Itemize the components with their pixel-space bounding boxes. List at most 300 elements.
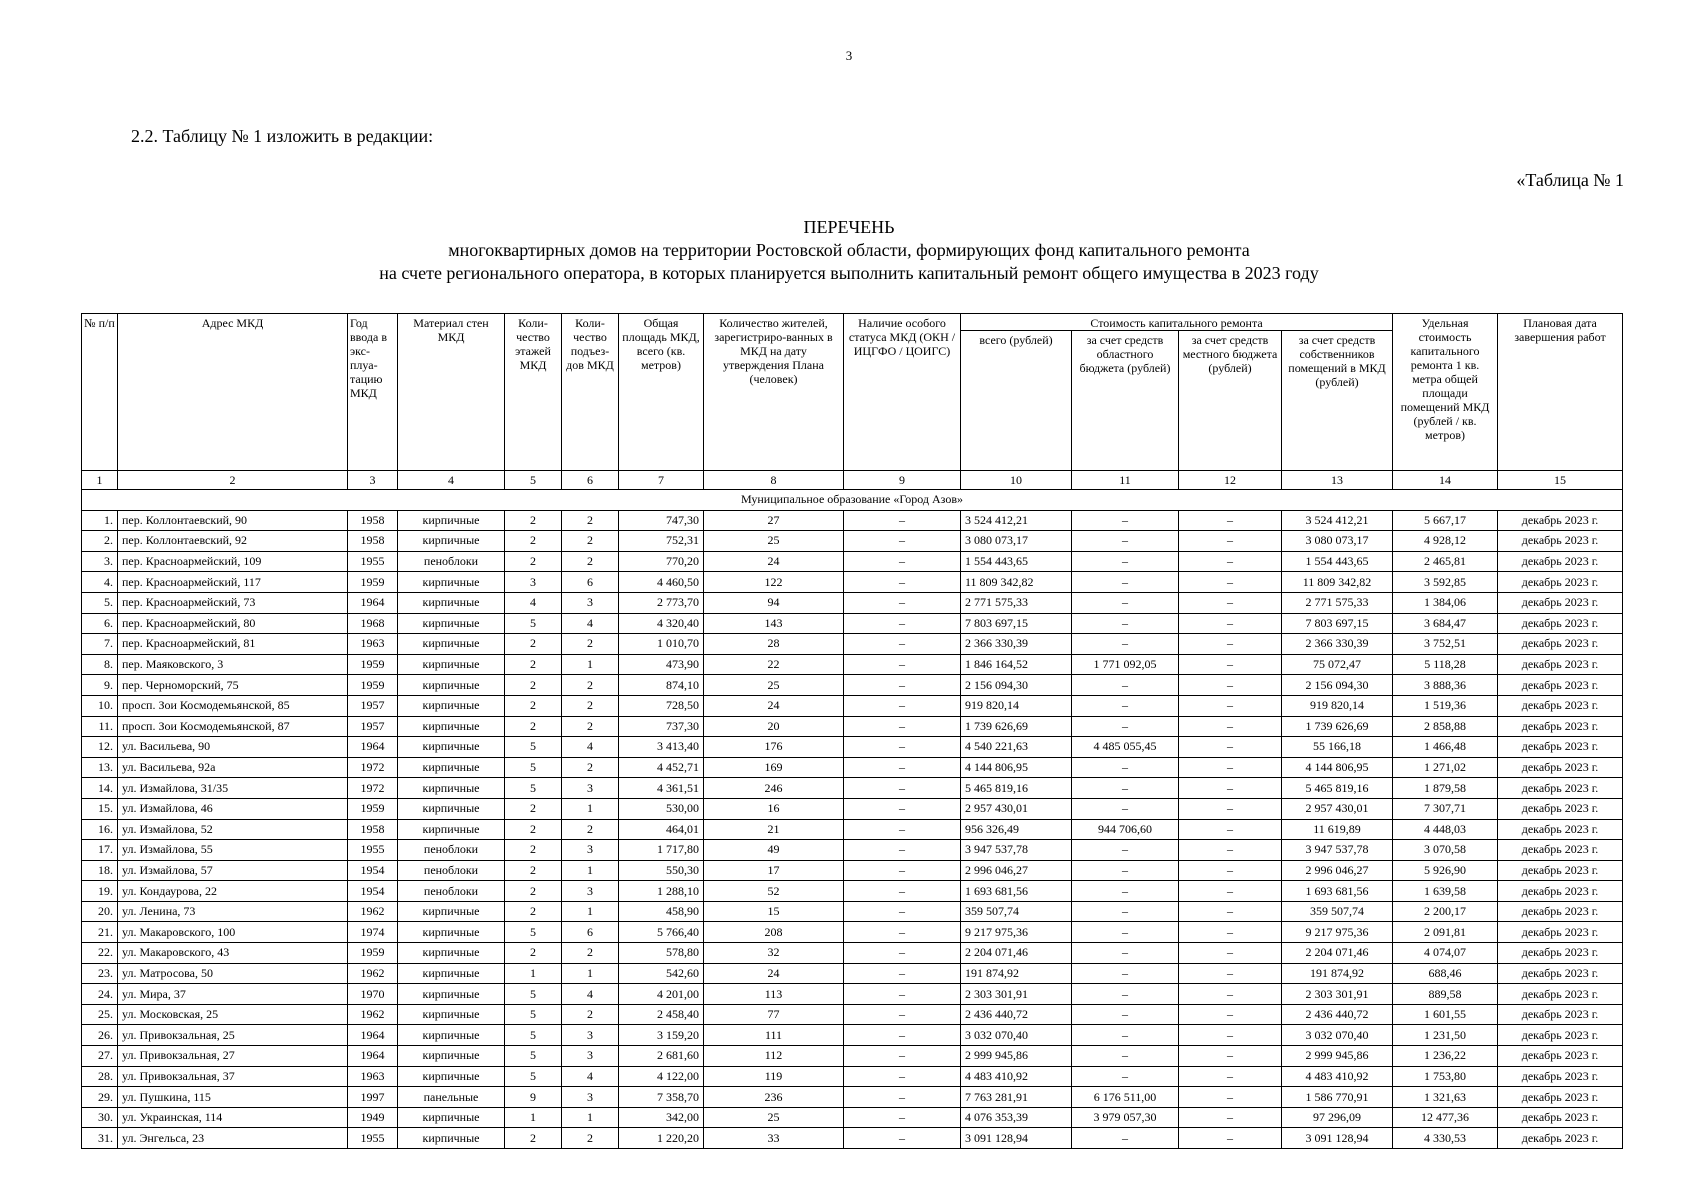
table-row [82,1046,1623,1067]
cell-unit-cost: 1 384,06 [1393,592,1498,613]
cell-cost-owners: 2 156 094,30 [1282,675,1393,696]
cell-year: 1959 [348,654,398,675]
cell-cost-region: 3 979 057,30 [1072,1107,1179,1128]
cell-address: ул. Измайлова, 31/35 [118,778,348,799]
cell-cost-region: – [1072,778,1179,799]
cell-address: просп. Зои Космодемьянской, 85 [118,695,348,716]
cell-area: 4 201,00 [619,984,704,1005]
table-row [82,613,1623,634]
header-cost-group: Стоимость капитального ремонта [961,314,1393,331]
cell-cost-owners: 2 996 046,27 [1282,860,1393,881]
column-number: 9 [844,471,961,490]
cell-floors: 5 [505,757,562,778]
cell-cost-region: – [1072,675,1179,696]
cell-cost-total: 2 436 440,72 [961,1004,1072,1025]
cell-residents: 52 [704,881,844,902]
cell-floors: 5 [505,1066,562,1087]
cell-date: декабрь 2023 г. [1498,1066,1623,1087]
header-cost-owners: за счет средств собственников помещений в МКД (рублей) [1282,331,1393,471]
cell-residents: 25 [704,1107,844,1128]
cell-num: 9. [82,675,118,696]
cell-cost-region: – [1072,1025,1179,1046]
cell-address: просп. Зои Космодемьянской, 87 [118,716,348,737]
cell-material: пеноблоки [398,840,505,861]
cell-status: – [844,757,961,778]
cell-entrances: 4 [562,984,619,1005]
cell-area: 1 717,80 [619,840,704,861]
cell-unit-cost: 12 477,36 [1393,1107,1498,1128]
cell-entrances: 4 [562,613,619,634]
cell-address: ул. Украинская, 114 [118,1107,348,1128]
cell-residents: 24 [704,963,844,984]
cell-num: 4. [82,572,118,593]
cell-status: – [844,1025,961,1046]
cell-cost-total: 7 803 697,15 [961,613,1072,634]
cell-address: пер. Красноармейский, 109 [118,551,348,572]
cell-material: пеноблоки [398,860,505,881]
cell-area: 1 288,10 [619,881,704,902]
cell-residents: 208 [704,922,844,943]
column-number: 12 [1179,471,1282,490]
cell-cost-owners: 3 947 537,78 [1282,840,1393,861]
cell-date: декабрь 2023 г. [1498,860,1623,881]
cell-status: – [844,778,961,799]
cell-address: ул. Измайлова, 57 [118,860,348,881]
cell-material: кирпичные [398,531,505,552]
cell-cost-owners: 3 032 070,40 [1282,1025,1393,1046]
cell-cost-region: – [1072,963,1179,984]
cell-entrances: 2 [562,1128,619,1149]
cell-entrances: 2 [562,943,619,964]
table-row [82,1004,1623,1025]
cell-cost-total: 4 540 221,63 [961,737,1072,758]
cell-material: кирпичные [398,510,505,531]
cell-entrances: 3 [562,1046,619,1067]
cell-cost-total: 2 303 301,91 [961,984,1072,1005]
cell-entrances: 1 [562,901,619,922]
cell-address: пер. Черноморский, 75 [118,675,348,696]
cell-status: – [844,1066,961,1087]
header-cost-local: за счет средств местного бюджета (рублей) [1179,331,1282,471]
cell-cost-local: – [1179,984,1282,1005]
cell-unit-cost: 1 271,02 [1393,757,1498,778]
cell-area: 3 413,40 [619,737,704,758]
table-row [82,922,1623,943]
cell-cost-owners: 3 080 073,17 [1282,531,1393,552]
header-cost-region: за счет средств областного бюджета (рублей) [1072,331,1179,471]
cell-status: – [844,592,961,613]
cell-address: ул. Пушкина, 115 [118,1087,348,1108]
table-body [82,490,1623,1149]
cell-cost-local: – [1179,613,1282,634]
cell-area: 458,90 [619,901,704,922]
column-number: 4 [398,471,505,490]
cell-date: декабрь 2023 г. [1498,1087,1623,1108]
cell-material: кирпичные [398,1046,505,1067]
title-line-3: на счете регионального оператора, в которых планируется выполнить капитальный ремонт общего имущества в 2023 году [379,263,1319,283]
cell-residents: 143 [704,613,844,634]
cell-material: кирпичные [398,757,505,778]
cell-area: 464,01 [619,819,704,840]
cell-cost-local: – [1179,798,1282,819]
cell-residents: 111 [704,1025,844,1046]
cell-material: кирпичные [398,963,505,984]
table-row [82,901,1623,922]
cell-year: 1964 [348,1046,398,1067]
table-header [82,314,1623,490]
cell-status: – [844,922,961,943]
cell-cost-region: – [1072,551,1179,572]
cell-cost-total: 2 366 330,39 [961,634,1072,655]
cell-floors: 2 [505,634,562,655]
cell-entrances: 3 [562,1087,619,1108]
cell-residents: 122 [704,572,844,593]
cell-date: декабрь 2023 г. [1498,963,1623,984]
cell-cost-region: – [1072,1004,1179,1025]
cell-year: 1964 [348,592,398,613]
cell-cost-region: – [1072,860,1179,881]
cell-residents: 28 [704,634,844,655]
cell-material: пеноблоки [398,881,505,902]
cell-residents: 176 [704,737,844,758]
cell-material: кирпичные [398,572,505,593]
cell-status: – [844,984,961,1005]
cell-residents: 119 [704,1066,844,1087]
cell-address: ул. Энгельса, 23 [118,1128,348,1149]
cell-cost-total: 359 507,74 [961,901,1072,922]
cell-cost-owners: 1 586 770,91 [1282,1087,1393,1108]
cell-num: 13. [82,757,118,778]
cell-cost-local: – [1179,1066,1282,1087]
cell-unit-cost: 2 465,81 [1393,551,1498,572]
cell-cost-region: – [1072,572,1179,593]
cell-cost-local: – [1179,963,1282,984]
cell-year: 1959 [348,943,398,964]
cell-status: – [844,572,961,593]
cell-cost-local: – [1179,1087,1282,1108]
cell-material: кирпичные [398,1128,505,1149]
cell-num: 17. [82,840,118,861]
cell-unit-cost: 4 448,03 [1393,819,1498,840]
cell-year: 1968 [348,613,398,634]
cell-residents: 24 [704,551,844,572]
column-number: 15 [1498,471,1623,490]
cell-status: – [844,840,961,861]
cell-cost-owners: 97 296,09 [1282,1107,1393,1128]
cell-floors: 5 [505,778,562,799]
cell-num: 22. [82,943,118,964]
cell-status: – [844,737,961,758]
column-number: 7 [619,471,704,490]
cell-cost-owners: 4 483 410,92 [1282,1066,1393,1087]
cell-year: 1972 [348,757,398,778]
cell-unit-cost: 7 307,71 [1393,798,1498,819]
cell-area: 770,20 [619,551,704,572]
cell-floors: 5 [505,984,562,1005]
cell-area: 4 320,40 [619,613,704,634]
cell-status: – [844,1128,961,1149]
title-line-1: ПЕРЕЧЕНЬ [803,217,895,237]
section-title: Муниципальное образование «Город Азов» [82,490,1623,511]
cell-cost-owners: 359 507,74 [1282,901,1393,922]
cell-cost-region: – [1072,531,1179,552]
cell-date: декабрь 2023 г. [1498,737,1623,758]
cell-entrances: 1 [562,798,619,819]
cell-floors: 4 [505,592,562,613]
cell-area: 5 766,40 [619,922,704,943]
table-row [82,716,1623,737]
cell-cost-region: – [1072,798,1179,819]
cell-cost-local: – [1179,675,1282,696]
cell-status: – [844,1087,961,1108]
column-number: 6 [562,471,619,490]
cell-floors: 2 [505,881,562,902]
cell-cost-owners: 9 217 975,36 [1282,922,1393,943]
cell-date: декабрь 2023 г. [1498,675,1623,696]
cell-entrances: 1 [562,860,619,881]
cell-status: – [844,1107,961,1128]
cell-material: кирпичные [398,984,505,1005]
cell-address: ул. Макаровского, 100 [118,922,348,943]
cell-status: – [844,819,961,840]
cell-cost-local: – [1179,1004,1282,1025]
cell-status: – [844,798,961,819]
cell-cost-owners: 2 436 440,72 [1282,1004,1393,1025]
table-row [82,860,1623,881]
cell-entrances: 2 [562,531,619,552]
cell-area: 550,30 [619,860,704,881]
cell-year: 1962 [348,963,398,984]
cell-num: 24. [82,984,118,1005]
cell-floors: 5 [505,1046,562,1067]
cell-floors: 9 [505,1087,562,1108]
cell-floors: 2 [505,716,562,737]
cell-area: 3 159,20 [619,1025,704,1046]
cell-cost-total: 4 483 410,92 [961,1066,1072,1087]
cell-cost-total: 2 204 071,46 [961,943,1072,964]
table-row [82,572,1623,593]
cell-year: 1958 [348,531,398,552]
table-label: «Таблица № 1 [1516,170,1624,190]
header-cost-total: всего (рублей) [961,331,1072,471]
cell-floors: 1 [505,1107,562,1128]
cell-cost-owners: 919 820,14 [1282,695,1393,716]
cell-date: декабрь 2023 г. [1498,1107,1623,1128]
cell-num: 16. [82,819,118,840]
table-row [82,695,1623,716]
cell-cost-region: – [1072,1066,1179,1087]
column-number: 2 [118,471,348,490]
cell-cost-region: – [1072,1046,1179,1067]
cell-entrances: 2 [562,510,619,531]
cell-date: декабрь 2023 г. [1498,551,1623,572]
cell-cost-local: – [1179,943,1282,964]
cell-cost-local: – [1179,572,1282,593]
cell-num: 12. [82,737,118,758]
cell-year: 1957 [348,695,398,716]
cell-date: декабрь 2023 г. [1498,922,1623,943]
cell-entrances: 2 [562,819,619,840]
cell-year: 1963 [348,634,398,655]
cell-area: 473,90 [619,654,704,675]
cell-date: декабрь 2023 г. [1498,778,1623,799]
cell-unit-cost: 3 070,58 [1393,840,1498,861]
cell-entrances: 3 [562,778,619,799]
cell-unit-cost: 1 879,58 [1393,778,1498,799]
cell-cost-region: – [1072,901,1179,922]
cell-date: декабрь 2023 г. [1498,840,1623,861]
header-area: Общая площадь МКД, всего (кв. метров) [619,314,704,471]
cell-cost-total: 2 156 094,30 [961,675,1072,696]
cell-area: 4 122,00 [619,1066,704,1087]
cell-address: ул. Мира, 37 [118,984,348,1005]
cell-residents: 22 [704,654,844,675]
cell-date: декабрь 2023 г. [1498,592,1623,613]
header-unit-cost: Удельная стоимость капитального ремонта 1 кв. метра общей площади помещений МКД (рублей / кв. метров) [1393,314,1498,471]
cell-status: – [844,901,961,922]
header-material: Материал стен МКД [398,314,505,471]
cell-area: 2 681,60 [619,1046,704,1067]
cell-cost-owners: 2 366 330,39 [1282,634,1393,655]
cell-cost-local: – [1179,1025,1282,1046]
cell-residents: 15 [704,901,844,922]
cell-material: кирпичные [398,716,505,737]
cell-year: 1958 [348,510,398,531]
cell-date: декабрь 2023 г. [1498,613,1623,634]
cell-entrances: 2 [562,716,619,737]
cell-cost-local: – [1179,819,1282,840]
cell-year: 1954 [348,860,398,881]
cell-material: кирпичные [398,1025,505,1046]
cell-cost-local: – [1179,778,1282,799]
cell-area: 4 460,50 [619,572,704,593]
cell-cost-local: – [1179,757,1282,778]
cell-entrances: 2 [562,695,619,716]
cell-area: 7 358,70 [619,1087,704,1108]
cell-floors: 2 [505,819,562,840]
cell-material: кирпичные [398,943,505,964]
cell-unit-cost: 3 888,36 [1393,675,1498,696]
table-row [82,1128,1623,1149]
cell-entrances: 2 [562,757,619,778]
cell-cost-region: – [1072,757,1179,778]
cell-residents: 24 [704,695,844,716]
cell-status: – [844,510,961,531]
cell-material: кирпичные [398,613,505,634]
cell-status: – [844,716,961,737]
cell-unit-cost: 2 858,88 [1393,716,1498,737]
cell-cost-local: – [1179,860,1282,881]
cell-year: 1962 [348,901,398,922]
cell-cost-local: – [1179,695,1282,716]
cell-cost-region: – [1072,984,1179,1005]
cell-num: 30. [82,1107,118,1128]
cell-status: – [844,695,961,716]
cell-entrances: 1 [562,1107,619,1128]
cell-area: 2 773,70 [619,592,704,613]
cell-unit-cost: 5 667,17 [1393,510,1498,531]
cell-cost-local: – [1179,551,1282,572]
cell-status: – [844,1004,961,1025]
cell-status: – [844,860,961,881]
cell-entrances: 6 [562,922,619,943]
cell-num: 1. [82,510,118,531]
cell-cost-total: 2 957 430,01 [961,798,1072,819]
cell-cost-region: – [1072,881,1179,902]
cell-floors: 2 [505,695,562,716]
table-row [82,819,1623,840]
cell-residents: 20 [704,716,844,737]
cell-date: декабрь 2023 г. [1498,654,1623,675]
cell-cost-local: – [1179,716,1282,737]
cell-cost-owners: 1 554 443,65 [1282,551,1393,572]
cell-date: декабрь 2023 г. [1498,572,1623,593]
cell-address: пер. Красноармейский, 80 [118,613,348,634]
cell-address: пер. Коллонтаевский, 92 [118,531,348,552]
cell-num: 31. [82,1128,118,1149]
cell-material: кирпичные [398,778,505,799]
cell-floors: 2 [505,551,562,572]
cell-entrances: 3 [562,881,619,902]
cell-cost-region: 6 176 511,00 [1072,1087,1179,1108]
column-number: 8 [704,471,844,490]
cell-cost-local: – [1179,634,1282,655]
cell-num: 25. [82,1004,118,1025]
cell-residents: 27 [704,510,844,531]
cell-cost-owners: 4 144 806,95 [1282,757,1393,778]
cell-cost-total: 1 739 626,69 [961,716,1072,737]
cell-date: декабрь 2023 г. [1498,634,1623,655]
table-row [82,1107,1623,1128]
table-row [82,510,1623,531]
cell-unit-cost: 688,46 [1393,963,1498,984]
cell-cost-total: 956 326,49 [961,819,1072,840]
cell-num: 10. [82,695,118,716]
cell-floors: 5 [505,737,562,758]
page-number: 3 [845,48,853,63]
cell-cost-total: 3 080 073,17 [961,531,1072,552]
table-row [82,840,1623,861]
cell-cost-owners: 2 303 301,91 [1282,984,1393,1005]
table-row [82,757,1623,778]
cell-address: пер. Красноармейский, 81 [118,634,348,655]
cell-area: 342,00 [619,1107,704,1128]
cell-material: кирпичные [398,695,505,716]
cell-residents: 77 [704,1004,844,1025]
cell-entrances: 4 [562,1066,619,1087]
cell-entrances: 1 [562,654,619,675]
cell-cost-total: 2 771 575,33 [961,592,1072,613]
cell-date: декабрь 2023 г. [1498,757,1623,778]
table-row [82,943,1623,964]
cell-floors: 2 [505,860,562,881]
cell-address: пер. Маяковского, 3 [118,654,348,675]
cell-unit-cost: 3 592,85 [1393,572,1498,593]
cell-date: декабрь 2023 г. [1498,531,1623,552]
cell-address: ул. Макаровского, 43 [118,943,348,964]
table-row [82,984,1623,1005]
cell-floors: 2 [505,531,562,552]
cell-year: 1954 [348,881,398,902]
cell-address: ул. Измайлова, 52 [118,819,348,840]
cell-address: ул. Васильева, 92а [118,757,348,778]
cell-floors: 2 [505,675,562,696]
cell-residents: 113 [704,984,844,1005]
cell-address: ул. Васильева, 90 [118,737,348,758]
cell-date: декабрь 2023 г. [1498,1046,1623,1067]
table-row [82,798,1623,819]
cell-residents: 112 [704,1046,844,1067]
